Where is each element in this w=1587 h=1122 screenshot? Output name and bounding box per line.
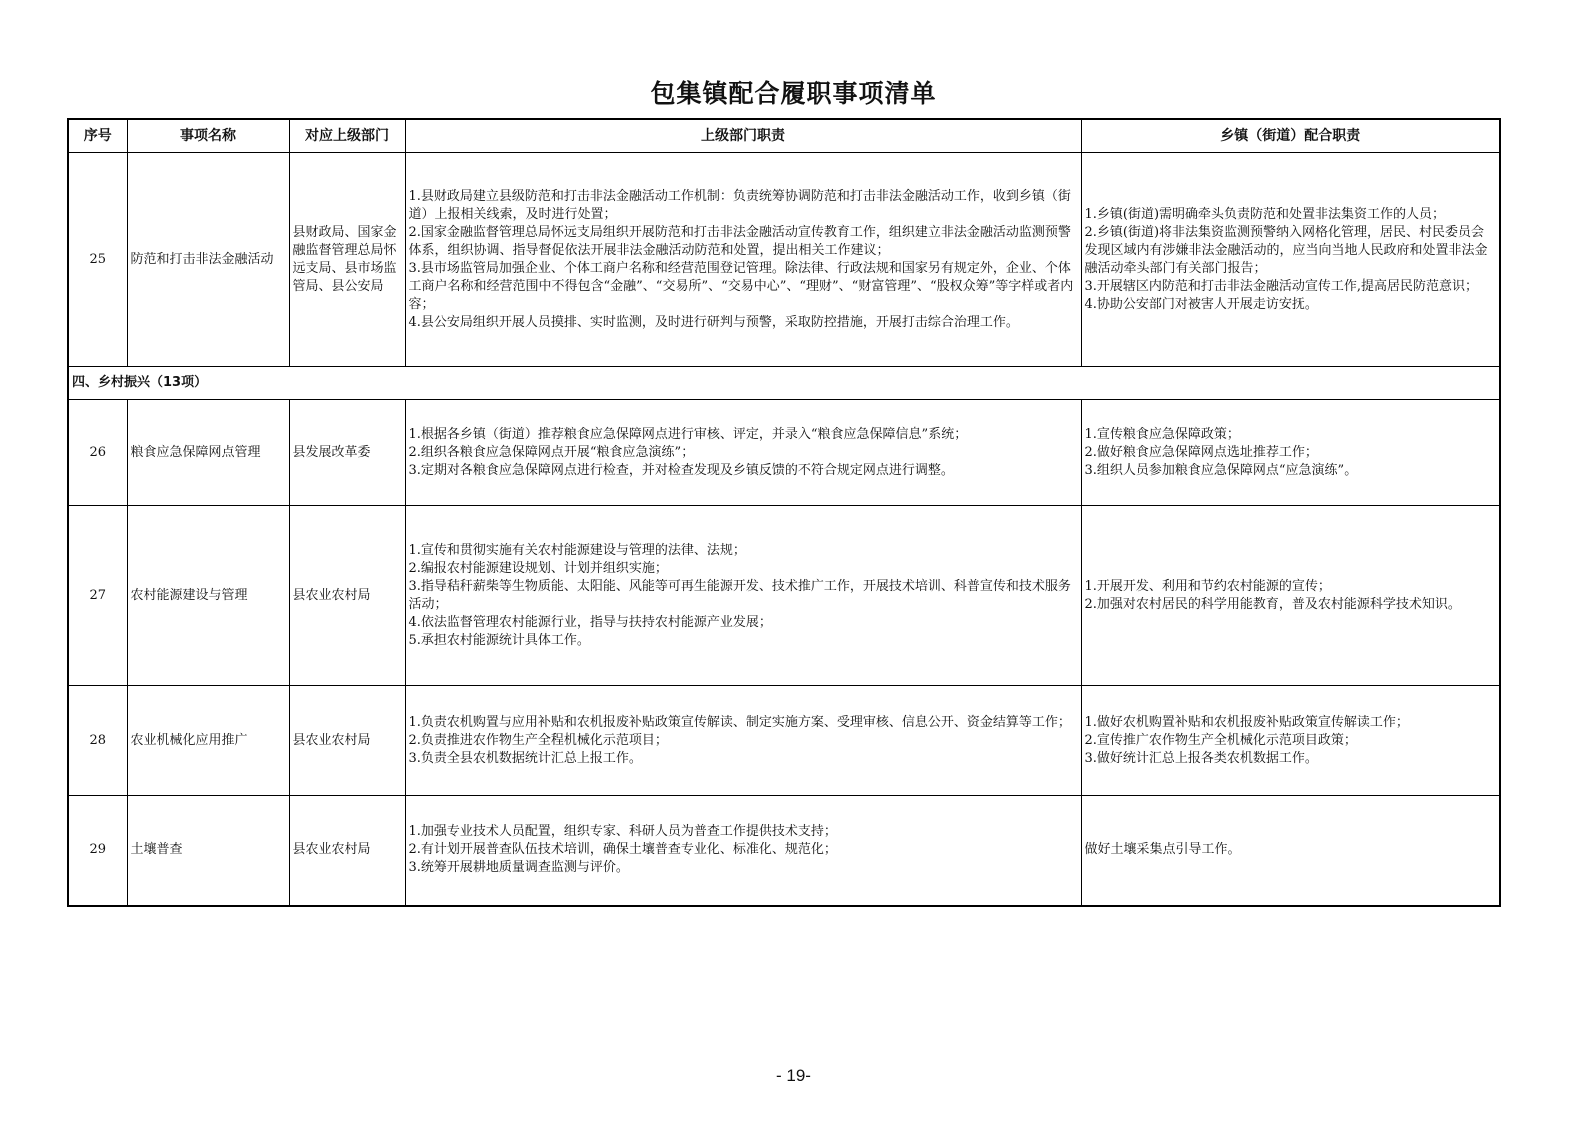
table-row xyxy=(68,153,1500,367)
upper-duties xyxy=(405,506,1081,686)
support-line: 2.做好粮食应急保障网点选址推荐工作； xyxy=(1084,444,1318,460)
department: 县农业农村局 xyxy=(289,796,405,906)
duty-line: 2.国家金融监督管理总局怀远支局组织开展防范和打击非法金融活动宣传教育工作，组织建立非法金融活动监测预警体系，组织协调、指导督促依法开展非法金融活动防范和处置，提出相关工作建议； xyxy=(408,224,1071,258)
support-line: 1.乡镇(街道)需明确牵头负责防范和处置非法集资工作的人员； xyxy=(1084,206,1446,222)
section-title: 四、乡村振兴（13项） xyxy=(68,367,1500,400)
duty-line: 3.负责全县农机数据统计汇总上报工作。 xyxy=(408,750,642,766)
row-number: 25 xyxy=(68,153,127,367)
town-duties xyxy=(1081,686,1500,796)
row-number: 26 xyxy=(68,400,127,506)
town-duties xyxy=(1081,153,1500,367)
table-row xyxy=(68,796,1500,906)
header-department: 对应上级部门 xyxy=(289,119,405,153)
header-seq: 序号 xyxy=(68,119,127,153)
item-name: 粮食应急保障网点管理 xyxy=(127,400,289,506)
support-line: 1.宣传粮食应急保障政策； xyxy=(1084,426,1240,442)
department: 县农业农村局 xyxy=(289,686,405,796)
support-line: 1.开展开发、利用和节约农村能源的宣传； xyxy=(1084,578,1331,594)
upper-duties xyxy=(405,796,1081,906)
item-name: 土壤普查 xyxy=(127,796,289,906)
duty-line: 4.依法监督管理农村能源行业，指导与扶持农村能源产业发展； xyxy=(408,614,772,630)
duty-line: 3.县市场监管局加强企业、个体工商户名称和经营范围登记管理。除法律、行政法规和国家另有规定外，企业、个体工商户名称和经营范围中不得包含“金融”、“交易所”、“交易中心”、“理财”、“财富管理”、“股权众筹”等字样或者内容； xyxy=(408,260,1074,312)
duty-line: 1.根据各乡镇（街道）推荐粮食应急保障网点进行审核、评定，并录入“粮食应急保障信息”系统； xyxy=(408,426,968,442)
support-line: 3.组织人员参加粮食应急保障网点“应急演练”。 xyxy=(1084,462,1358,478)
town-duties xyxy=(1081,400,1500,506)
header-upper-duties: 上级部门职责 xyxy=(405,119,1081,153)
duty-line: 2.负责推进农作物生产全程机械化示范项目； xyxy=(408,732,668,748)
duty-line: 2.有计划开展普查队伍技术培训，确保土壤普查专业化、标准化、规范化； xyxy=(408,842,837,858)
duty-line: 3.统筹开展耕地质量调查监测与评价。 xyxy=(408,860,629,876)
page-number: - 19- xyxy=(776,1066,811,1085)
support-line: 1.做好农机购置补贴和农机报废补贴政策宣传解读工作； xyxy=(1084,714,1409,730)
duty-line: 3.指导秸秆薪柴等生物质能、太阳能、风能等可再生能源开发、技术推广工作，开展技术培训、科普宣传和技术服务活动； xyxy=(408,578,1071,612)
duty-line: 3.定期对各粮食应急保障网点进行检查，并对检查发现及乡镇反馈的不符合规定网点进行调整。 xyxy=(408,462,954,478)
table-row xyxy=(68,686,1500,796)
header-town-duties: 乡镇（街道）配合职责 xyxy=(1081,119,1500,153)
duty-line: 2.编报农村能源建设规划、计划并组织实施； xyxy=(408,560,668,576)
item-name: 农村能源建设与管理 xyxy=(127,506,289,686)
support-line: 做好土壤采集点引导工作。 xyxy=(1084,842,1241,858)
support-line: 4.协助公安部门对被害人开展走访安抚。 xyxy=(1084,296,1318,312)
duty-line: 2.组织各粮食应急保障网点开展“粮食应急演练”； xyxy=(408,444,695,460)
duty-line: 1.县财政局建立县级防范和打击非法金融活动工作机制：负责统筹协调防范和打击非法金融活动工作，收到乡镇（街道）上报相关线索，及时进行处置； xyxy=(408,188,1071,222)
department: 县农业农村局 xyxy=(289,506,405,686)
support-line: 3.做好统计汇总上报各类农机数据工作。 xyxy=(1084,750,1318,766)
item-name: 防范和打击非法金融活动 xyxy=(127,153,289,367)
duty-line: 1.加强专业技术人员配置，组织专家、科研人员为普查工作提供技术支持； xyxy=(408,824,837,840)
row-number: 29 xyxy=(68,796,127,906)
support-line: 2.乡镇(街道)将非法集资监测预警纳入网格化管理，居民、村民委员会发现区域内有涉嫌非法金融活动的，应当向当地人民政府和处置非法金融活动牵头部门有关部门报告； xyxy=(1084,224,1488,276)
department: 县发展改革委 xyxy=(289,400,405,506)
table-row xyxy=(68,400,1500,506)
section-row xyxy=(68,367,1500,400)
duty-line: 4.县公安局组织开展人员摸排、实时监测，及时进行研判与预警，采取防控措施，开展打击综合治理工作。 xyxy=(408,314,1019,330)
duty-line: 1.负责农机购置与应用补贴和农机报废补贴政策宣传解读、制定实施方案、受理审核、信息公开、资金结算等工作； xyxy=(408,714,1071,730)
town-duties xyxy=(1081,796,1500,906)
duty-table xyxy=(67,118,1501,907)
department: 县财政局、国家金融监督管理总局怀远支局、县市场监管局、县公安局 xyxy=(289,153,405,367)
upper-duties xyxy=(405,686,1081,796)
row-number: 28 xyxy=(68,686,127,796)
row-number: 27 xyxy=(68,506,127,686)
upper-duties xyxy=(405,153,1081,367)
support-line: 2.加强对农村居民的科学用能教育，普及农村能源科学技术知识。 xyxy=(1084,596,1461,612)
town-duties xyxy=(1081,506,1500,686)
item-name: 农业机械化应用推广 xyxy=(127,686,289,796)
upper-duties xyxy=(405,400,1081,506)
support-line: 3.开展辖区内防范和打击非法金融活动宣传工作,提高居民防范意识； xyxy=(1084,278,1479,294)
header-item-name: 事项名称 xyxy=(127,119,289,153)
duty-line: 5.承担农村能源统计具体工作。 xyxy=(408,632,590,648)
table-row xyxy=(68,506,1500,686)
table-header-row xyxy=(68,119,1500,153)
support-line: 2.宣传推广农作物生产全机械化示范项目政策； xyxy=(1084,732,1357,748)
duty-line: 1.宣传和贯彻实施有关农村能源建设与管理的法律、法规； xyxy=(408,542,746,558)
page-title: 包集镇配合履职事项清单 xyxy=(650,79,937,108)
